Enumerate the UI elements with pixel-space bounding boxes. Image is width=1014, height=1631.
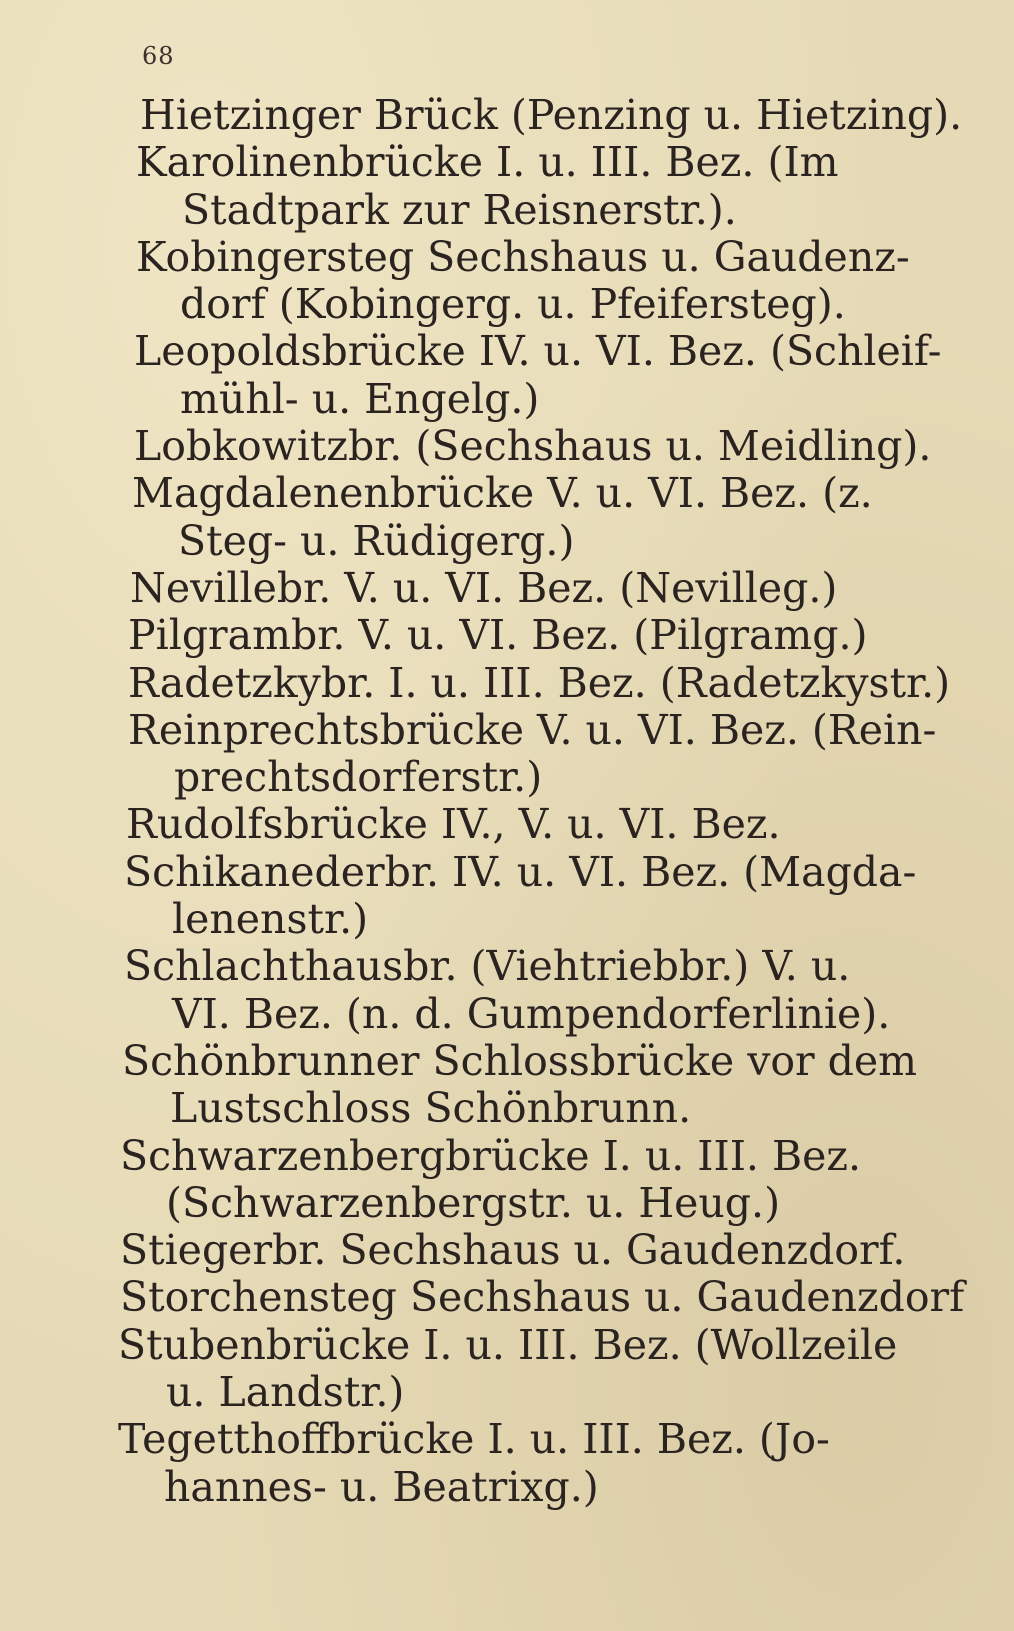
list-item <box>0 943 1014 1038</box>
entry-line-continuation: dorf (Kobingerg. u. Pfeifersteg). <box>180 280 846 329</box>
entry-line: Karolinenbrücke I. u. III. Bez. (Im <box>136 138 839 187</box>
entry-line: Schikanederbr. IV. u. VI. Bez. (Magda- <box>124 847 917 896</box>
entry-line: Reinprechtsbrücke V. u. VI. Bez. (Rein- <box>128 705 937 754</box>
list-item <box>0 801 1014 848</box>
list-item <box>0 470 1014 565</box>
list-item <box>0 660 1014 707</box>
entry-line-continuation: VI. Bez. (n. d. Gumpendorferlinie). <box>172 989 891 1038</box>
entry-line: Radetzkybr. I. u. III. Bez. (Radetzkystr.) <box>128 658 951 707</box>
entry-line: Stiegerbr. Sechshaus u. Gaudenzdorf. <box>120 1226 906 1275</box>
entry-line: Tegetthoffbrücke I. u. III. Bez. (Jo- <box>118 1415 830 1464</box>
entry-line: Nevillebr. V. u. VI. Bez. (Nevilleg.) <box>130 563 838 612</box>
list-item <box>0 1416 1014 1511</box>
list-item <box>0 849 1014 944</box>
entry-line-continuation: prechtsdorferstr.) <box>174 753 543 802</box>
list-item <box>0 92 1014 139</box>
list-item <box>0 1227 1014 1274</box>
list-item <box>0 1322 1014 1417</box>
entry-line: Magdalenenbrücke V. u. VI. Bez. (z. <box>132 469 873 518</box>
list-item <box>0 612 1014 659</box>
list-item <box>0 1038 1014 1133</box>
list-item <box>0 328 1014 423</box>
entry-line-continuation: mühl- u. Engelg.) <box>180 374 540 423</box>
entry-line: Stubenbrücke I. u. III. Bez. (Wollzeile <box>118 1320 898 1369</box>
entry-line: Leopoldsbrücke IV. u. VI. Bez. (Schleif- <box>134 327 942 376</box>
entry-line-continuation: u. Landstr.) <box>166 1368 405 1417</box>
entry-line: Kobingersteg Sechshaus u. Gaudenz- <box>136 232 910 281</box>
page-number: 68 <box>142 42 175 70</box>
entry-line: Lobkowitzbr. (Sechshaus u. Meidling). <box>134 422 932 471</box>
entry-line-continuation: Lustschloss Schönbrunn. <box>170 1084 692 1133</box>
entry-line: Hietzinger Brück (Penzing u. Hietzing). <box>140 91 963 139</box>
entry-line-continuation: hannes- u. Beatrixg.) <box>164 1462 599 1511</box>
list-item <box>0 707 1014 802</box>
entry-line: Schönbrunner Schlossbrücke vor dem <box>122 1036 918 1085</box>
list-item <box>0 1274 1014 1321</box>
entry-line: Pilgrambr. V. u. VI. Bez. (Pilgramg.) <box>128 611 868 660</box>
bridge-list <box>0 92 1014 1511</box>
entry-line: Schwarzenbergbrücke I. u. III. Bez. <box>120 1131 861 1180</box>
entry-line-continuation: Steg- u. Rüdigerg.) <box>178 516 575 565</box>
entry-line-continuation: lenenstr.) <box>172 895 369 944</box>
list-item <box>0 234 1014 329</box>
entry-line: Storchensteg Sechshaus u. Gaudenzdorf <box>120 1273 965 1322</box>
list-item <box>0 139 1014 234</box>
entry-line-continuation: (Schwarzenbergstr. u. Heug.) <box>166 1178 781 1227</box>
list-item <box>0 1133 1014 1228</box>
entry-line: Rudolfsbrücke IV., V. u. VI. Bez. <box>126 800 781 849</box>
list-item <box>0 423 1014 470</box>
list-item <box>0 565 1014 612</box>
entry-line: Schlachthausbr. (Viehtriebbr.) V. u. <box>124 942 851 991</box>
entry-line-continuation: Stadtpark zur Reisnerstr.). <box>182 185 737 234</box>
